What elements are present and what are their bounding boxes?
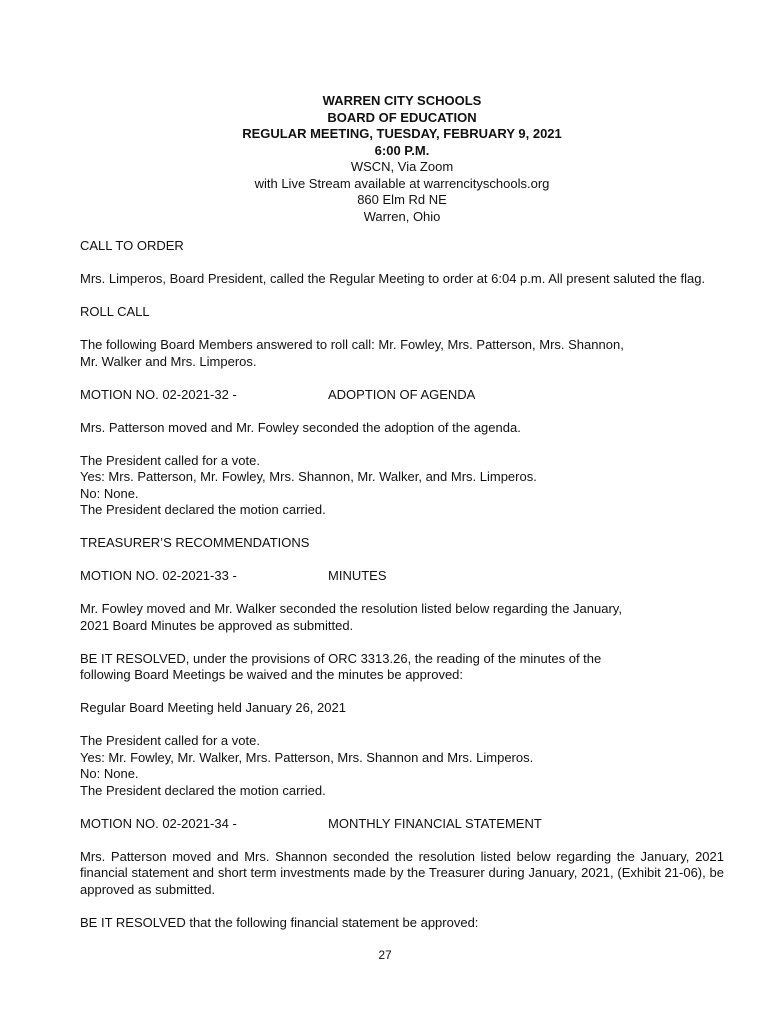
motion-heading bbox=[80, 816, 724, 833]
vote-no: No: None. bbox=[80, 485, 139, 501]
roll-call-text bbox=[80, 337, 724, 370]
meeting-reference: Regular Board Meeting held January 26, 2021 bbox=[80, 700, 346, 715]
vote-record bbox=[80, 733, 724, 799]
page-number: 27 bbox=[378, 948, 392, 962]
call-to-order-text: Mrs. Limperos, Board President, called the Regular Meeting to order at 6:04 p.m. All present saluted the flag. bbox=[80, 271, 706, 286]
roll-call-line: The following Board Members answered to roll call: Mr. Fowley, Mrs. Patterson, Mrs. Shannon, bbox=[80, 337, 624, 352]
minutes-body bbox=[80, 238, 724, 948]
roll-call-heading: ROLL CALL bbox=[80, 304, 150, 319]
meeting-time: 6:00 P.M. bbox=[374, 142, 430, 158]
street-address: 860 Elm Rd NE bbox=[357, 192, 447, 207]
motion-title: MONTHLY FINANCIAL STATEMENT bbox=[328, 815, 542, 831]
treasurer-heading: TREASURER’S RECOMMENDATIONS bbox=[80, 535, 310, 550]
roll-call-line: Mr. Walker and Mrs. Limperos. bbox=[80, 353, 257, 369]
vote-record bbox=[80, 453, 724, 519]
motion-text: Mrs. Patterson moved and Mr. Fowley seconded the adoption of the agenda. bbox=[80, 419, 521, 435]
motion-title: MINUTES bbox=[328, 568, 387, 583]
vote-call: The President called for a vote. bbox=[80, 733, 260, 748]
meeting-header bbox=[80, 93, 724, 225]
motion-heading bbox=[80, 387, 724, 404]
motion-heading bbox=[80, 568, 724, 585]
motion-number: MOTION NO. 02-2021-34 - bbox=[80, 815, 237, 831]
resolution-text bbox=[80, 651, 724, 684]
vote-yes: Yes: Mr. Fowley, Mr. Walker, Mrs. Patterson, Mrs. Shannon and Mrs. Limperos. bbox=[80, 749, 534, 765]
board-name: BOARD OF EDUCATION bbox=[327, 109, 477, 125]
meeting-venue: WSCN, Via Zoom bbox=[350, 159, 454, 174]
motion-text-line: Mr. Fowley moved and Mr. Walker seconded the resolution listed below regarding the January, bbox=[80, 601, 622, 616]
vote-call: The President called for a vote. bbox=[80, 452, 260, 468]
vote-result: The President declared the motion carried. bbox=[80, 502, 326, 517]
motion-text bbox=[80, 601, 724, 634]
motion-text: Mrs. Patterson moved and Mrs. Shannon seconded the resolution listed below regarding the January, 2021 financial statement and short term investments made by the Treasurer during January, 2021, (Exhibit 21-06), be approved as submitted. bbox=[80, 848, 724, 897]
motion-number: MOTION NO. 02-2021-33 - bbox=[80, 568, 237, 583]
call-to-order-heading: CALL TO ORDER bbox=[80, 238, 184, 253]
vote-yes: Yes: Mrs. Patterson, Mr. Fowley, Mrs. Shannon, Mr. Walker, and Mrs. Limperos. bbox=[80, 469, 537, 484]
meeting-title: REGULAR MEETING, TUESDAY, FEBRUARY 9, 2021 bbox=[242, 126, 562, 141]
resolution-line: following Board Meetings be waived and the minutes be approved: bbox=[80, 667, 464, 682]
live-stream-note: with Live Stream available at warrencityschools.org bbox=[254, 175, 550, 191]
motion-text-line: 2021 Board Minutes be approved as submitted. bbox=[80, 617, 354, 633]
city-state: Warren, Ohio bbox=[363, 208, 441, 224]
motion-number: MOTION NO. 02-2021-32 - bbox=[80, 386, 237, 402]
vote-no: No: None. bbox=[80, 766, 139, 781]
resolution-text: BE IT RESOLVED that the following financial statement be approved: bbox=[80, 914, 479, 930]
district-name: WARREN CITY SCHOOLS bbox=[322, 93, 482, 108]
vote-result: The President declared the motion carried. bbox=[80, 782, 326, 798]
motion-title: ADOPTION OF AGENDA bbox=[328, 386, 476, 402]
resolution-line: BE IT RESOLVED, under the provisions of ORC 3313.26, the reading of the minutes of the bbox=[80, 650, 602, 666]
